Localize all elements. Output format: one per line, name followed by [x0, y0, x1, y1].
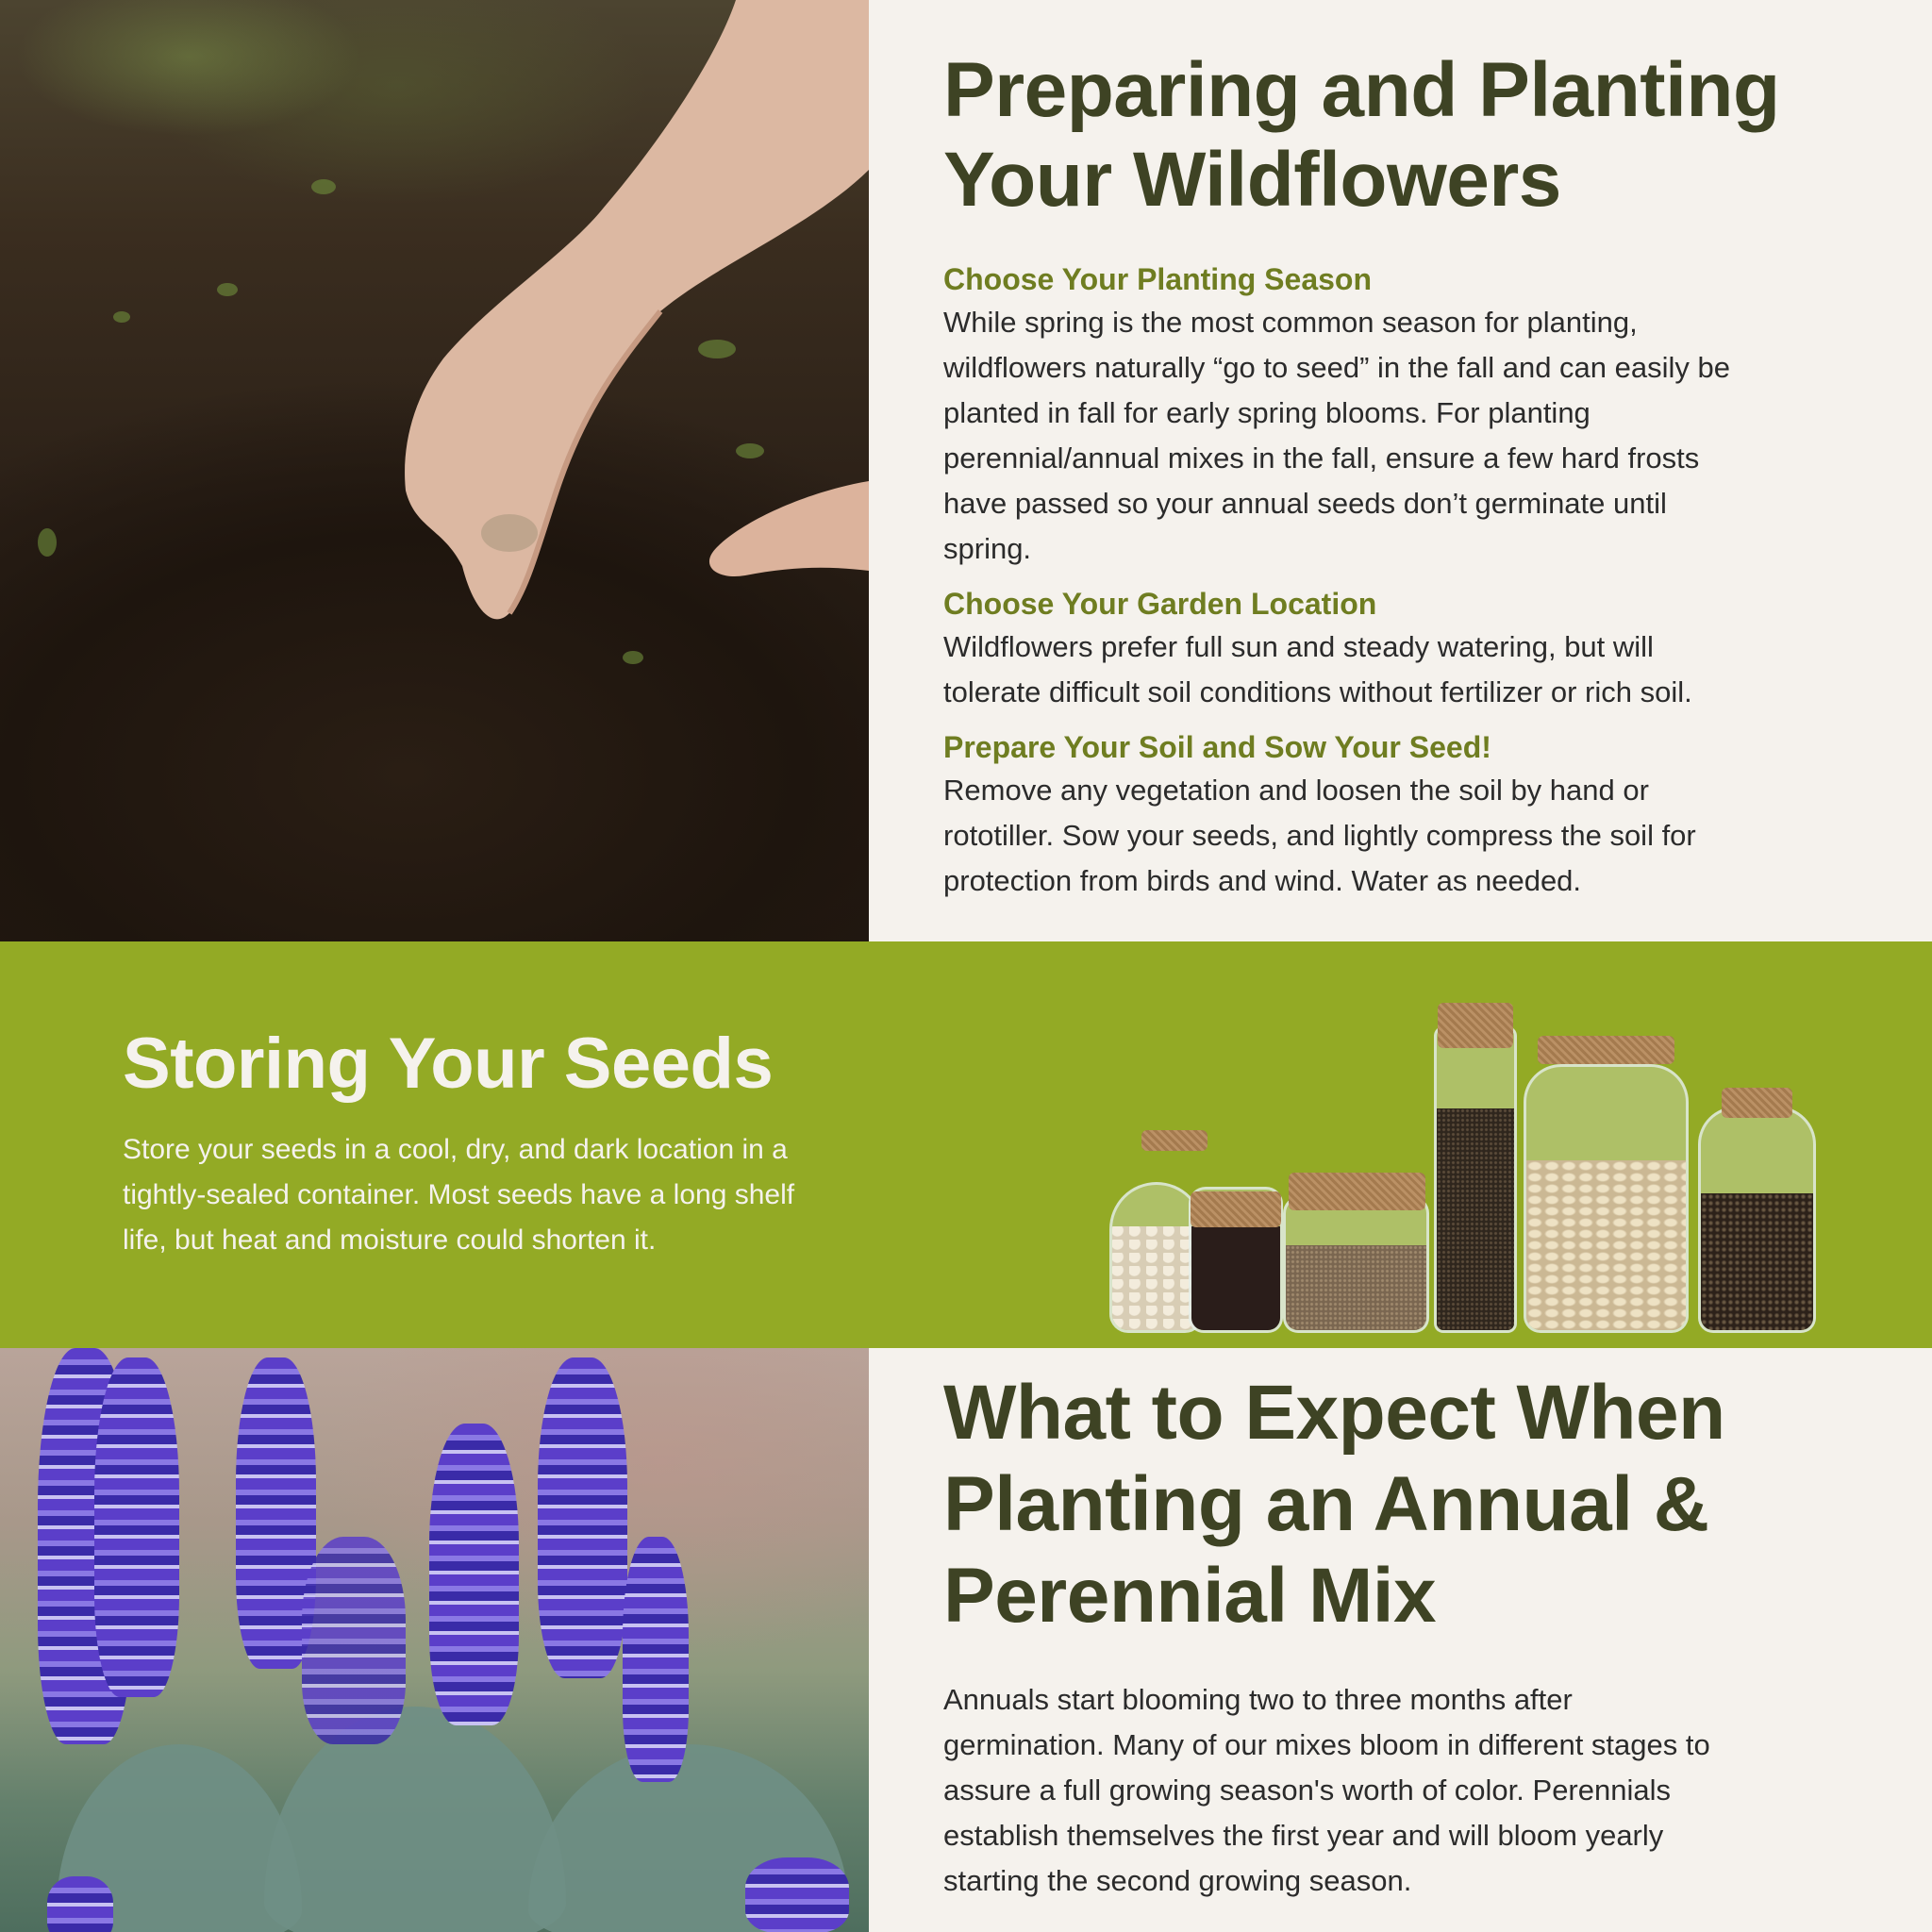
storing-text-column: [123, 1022, 972, 1263]
jar-pumpkin-seeds: [1524, 1064, 1689, 1333]
prepare-soil-body: Remove any vegetation and loosen the soil by hand or rototiller. Sow your seeds, and lightly compress the soil for protection from birds and wind. Water as needed.: [943, 774, 1696, 897]
hand-sowing-seeds-photo: [0, 0, 869, 941]
title-line-2: Your Wildflowers: [943, 137, 1561, 223]
seed-jars-photo: [1104, 1003, 1840, 1333]
title-line-1: Preparing and Planting: [943, 47, 1780, 133]
storing-seeds-heading: Storing Your Seeds: [123, 1024, 774, 1104]
what-to-expect-heading: What to Expect When Planting an Annual & Perennial Mix: [943, 1370, 1725, 1639]
storing-seeds-body: Store your seeds in a cool, dry, and dark location in a tightly-sealed container. Most seeds have a long shelf life, but heat and moisture could shorten it.: [123, 1134, 795, 1256]
garden-location-body: Wildflowers prefer full sun and steady watering, but will tolerate difficult soil conditions without fertilizer or rich soil.: [943, 630, 1692, 708]
planting-season-body: While spring is the most common season for planting, wildflowers naturally “go to seed” in the fall and can easily be planted in fall for early spring blooms. For planting perennial/annual mixes in the fall, ensure a few hard frosts have passed so your annual seeds don’t germinate until spring.: [943, 306, 1731, 565]
what-to-expect-body: Annuals start blooming two to three months after germination. Many of our mixes bloom in different stages to assure a full growing season's worth of color. Perennials establish themselves the first year and will bloom yearly starting the second growing season.: [943, 1683, 1710, 1897]
jar-mixed-seeds: [1698, 1107, 1816, 1333]
planting-season-heading: Choose Your Planting Season: [943, 262, 1372, 296]
garden-location-heading: Choose Your Garden Location: [943, 587, 1377, 621]
planting-season-block: [943, 258, 1877, 572]
page-title: [943, 45, 1877, 225]
storing-seeds-section: [0, 941, 1932, 1348]
jar-tall-tube: [1434, 1026, 1517, 1333]
jar-fine-grain: [1283, 1196, 1429, 1333]
expect-text-column: [943, 1367, 1877, 1904]
preparing-planting-section: [0, 0, 1932, 941]
prepare-soil-heading: Prepare Your Soil and Sow Your Seed!: [943, 730, 1491, 764]
what-to-expect-section: [0, 1348, 1932, 1932]
garden-location-block: [943, 583, 1877, 715]
lupine-flowers-photo: [0, 1348, 869, 1932]
preparing-text-column: [943, 45, 1877, 904]
prepare-soil-block: [943, 726, 1877, 904]
hand-illustration: [0, 0, 869, 941]
